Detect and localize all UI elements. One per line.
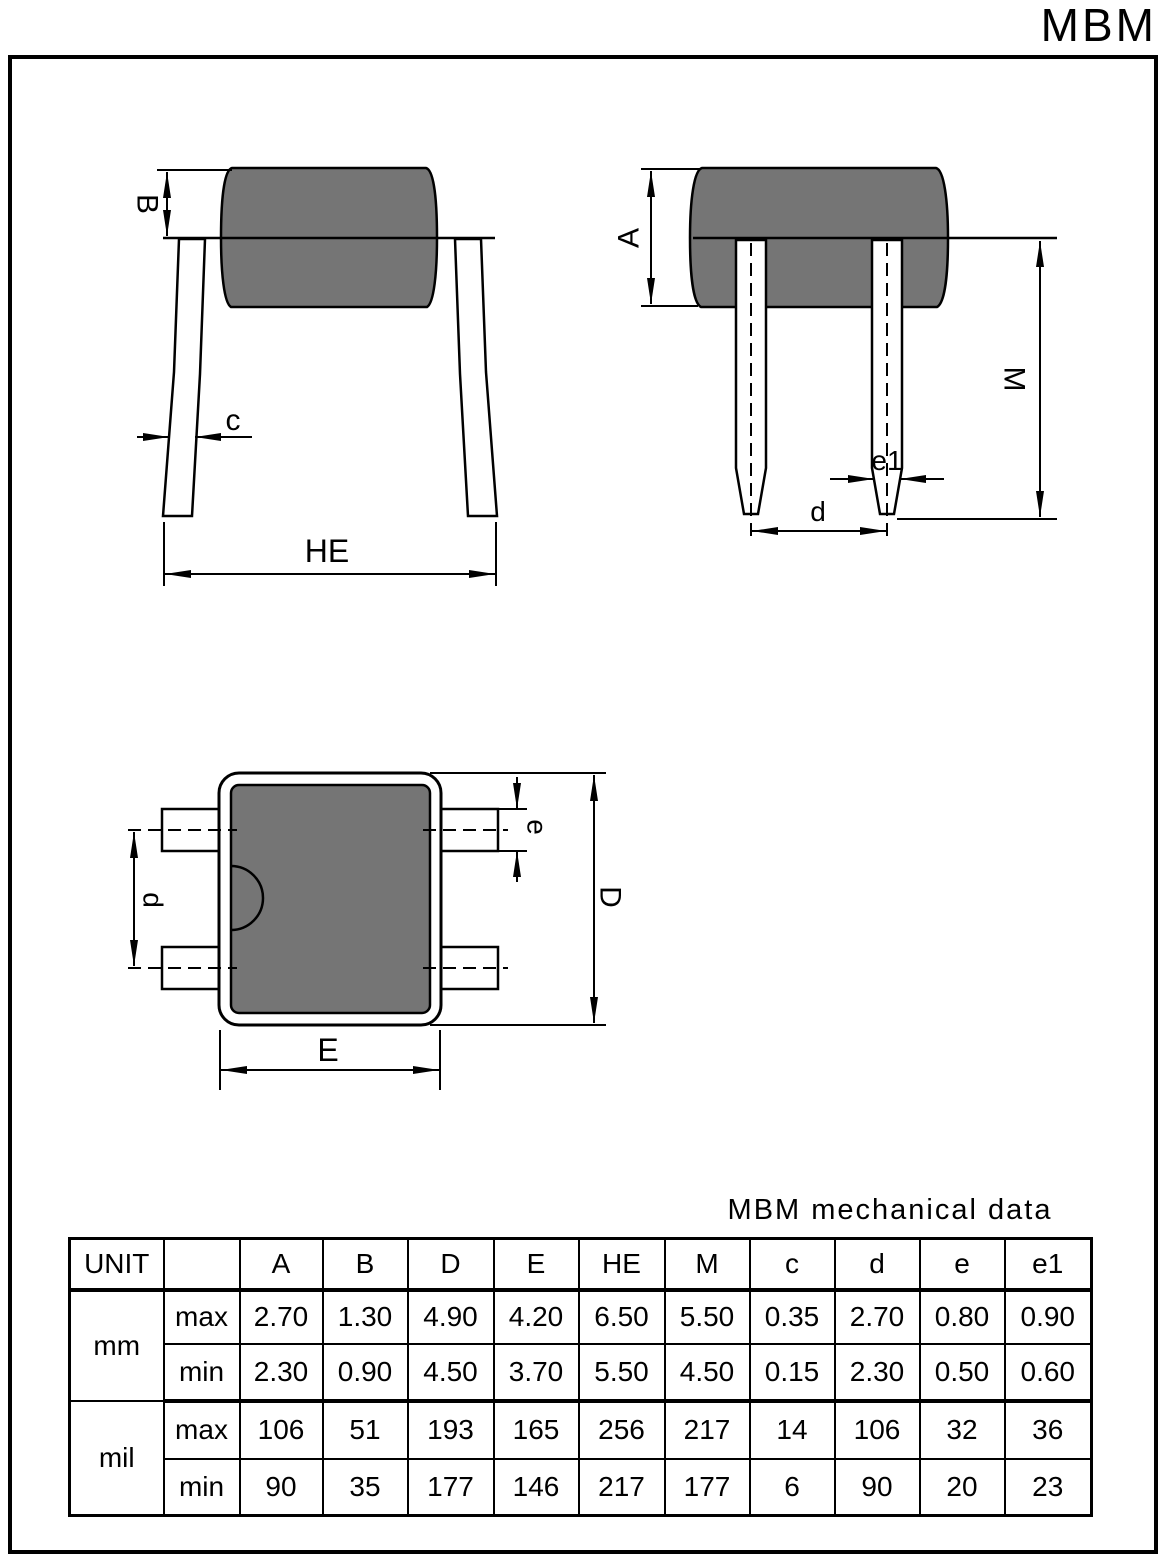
dim-label-E: E [317,1032,339,1068]
unit-cell-mm: mm [70,1290,164,1401]
table-cell: 146 [494,1459,579,1516]
mechanical-data-table [68,1237,1093,1517]
table-cell: 0.90 [1005,1290,1092,1344]
table-cell: 20 [920,1459,1005,1516]
table-cell: 23 [1005,1459,1092,1516]
unit-cell-mil: mil [70,1401,164,1516]
table-header-cell: c [750,1239,835,1290]
table-header-cell: A [240,1239,323,1290]
row-label-cell: min [164,1459,240,1516]
table-cell: 177 [408,1459,494,1516]
table-cell: 0.80 [920,1290,1005,1344]
table-cell: 5.50 [665,1290,750,1344]
dim-label-e1: e1 [871,445,903,476]
table-row-mil-min [70,1459,1092,1516]
table-cell: 32 [920,1401,1005,1459]
table-cell: 1.30 [323,1290,408,1344]
table-cell: 2.30 [835,1344,920,1401]
row-label-cell: max [164,1290,240,1344]
table-cell: 14 [750,1401,835,1459]
dim-label-B: B [130,193,164,215]
table-header-cell: e [920,1239,1005,1290]
table-cell: 2.70 [240,1290,323,1344]
table-row-mm-max [70,1290,1092,1344]
table-cell: 5.50 [579,1344,665,1401]
dim-label-HE: HE [304,533,350,569]
table-header-cell: HE [579,1239,665,1290]
table-cell: 0.60 [1005,1344,1092,1401]
table-cell: 217 [665,1401,750,1459]
dim-label-M: M [997,366,1031,392]
dim-label-e: e [521,819,553,835]
table-cell: 4.50 [408,1344,494,1401]
table-header-cell: d [835,1239,920,1290]
table-header-cell: M [665,1239,750,1290]
lead-left-side [163,239,205,516]
table-row-mil-max [70,1401,1092,1459]
table-cell: 4.90 [408,1290,494,1344]
table-cell: 2.70 [835,1290,920,1344]
table-cell: 51 [323,1401,408,1459]
table-header-cell: UNIT [70,1239,164,1290]
front-view [641,168,1057,540]
table-cell: 256 [579,1401,665,1459]
table-cell: 0.15 [750,1344,835,1401]
table-header-row [70,1239,1092,1290]
dim-label-A: A [612,227,646,249]
table-cell: 165 [494,1401,579,1459]
table-cell: 106 [835,1401,920,1459]
table-header-cell: e1 [1005,1239,1092,1290]
dim-label-d-front: d [810,496,826,527]
table-header-cell: D [408,1239,494,1290]
table-cell: 0.50 [920,1344,1005,1401]
table-cell: 106 [240,1401,323,1459]
table-row-mm-min [70,1344,1092,1401]
table-header-cell [164,1239,240,1290]
row-label-cell: min [164,1344,240,1401]
lead-right-side [455,239,497,516]
table-header-cell: B [323,1239,408,1290]
dim-label-c: c [225,404,241,437]
table-cell: 4.20 [494,1290,579,1344]
table-title: MBM mechanical data [727,1194,1053,1226]
table-cell: 90 [835,1459,920,1516]
table-cell: 2.30 [240,1344,323,1401]
dim-label-D: D [593,886,627,908]
page-title: MBM [1040,0,1157,51]
table-cell: 0.90 [323,1344,408,1401]
table-cell: 90 [240,1459,323,1516]
table-header-cell: E [494,1239,579,1290]
table-cell: 177 [665,1459,750,1516]
table-cell: 193 [408,1401,494,1459]
table-cell: 0.35 [750,1290,835,1344]
package-body-top [231,785,430,1013]
dim-label-d-top: d [137,892,169,908]
table-cell: 6 [750,1459,835,1516]
table-cell: 36 [1005,1401,1092,1459]
table-cell: 217 [579,1459,665,1516]
side-view [137,168,497,586]
table-cell: 35 [323,1459,408,1516]
row-label-cell: max [164,1401,240,1459]
table-cell: 4.50 [665,1344,750,1401]
table-cell: 6.50 [579,1290,665,1344]
table-cell: 3.70 [494,1344,579,1401]
